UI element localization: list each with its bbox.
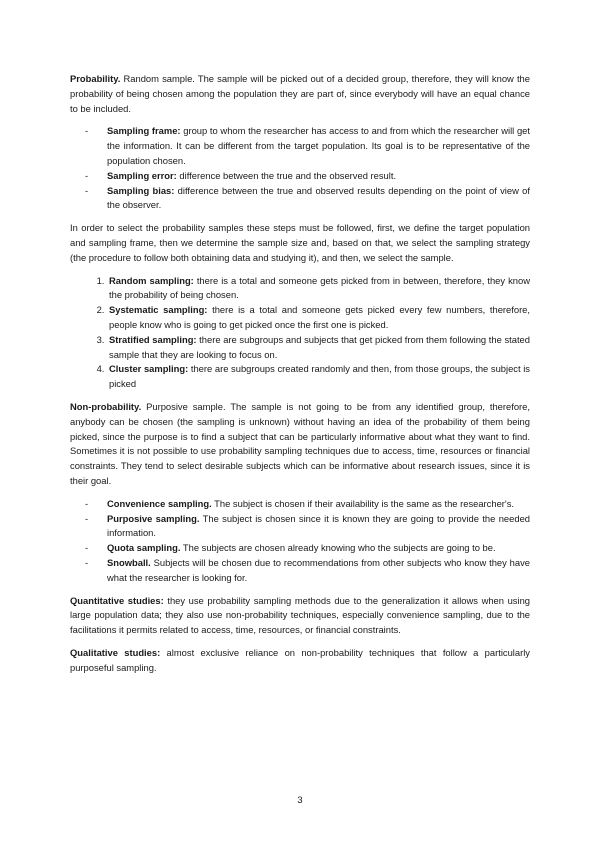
text: there are subgroups and subjects that get picked from them following the stated sample that they are looking to focus on. <box>109 333 530 360</box>
term: Snowball. <box>107 556 151 568</box>
list-item <box>107 124 530 168</box>
list-item <box>107 303 530 333</box>
text: Subjects will be chosen due to recommendations from other subjects who know they have what the researcher is looking for. <box>107 556 530 583</box>
non-probability-methods-list <box>70 497 530 586</box>
text: The subject is chosen since it is known they are going to provide the needed information. <box>107 512 530 539</box>
text: almost exclusive reliance on non-probability techniques that follow a particularly purposeful sampling. <box>70 646 530 673</box>
list-item <box>107 497 530 512</box>
text: there is a total and someone gets picked every few numbers, therefore, people know who is going to get picked once the first one is picked. <box>109 304 531 330</box>
probability-methods-list <box>70 274 530 392</box>
list-item <box>107 362 530 392</box>
document-page <box>70 72 530 683</box>
text: The subject is chosen if their availability is the same as the researcher's. <box>211 497 514 509</box>
paragraph-steps: In order to select the probability samples these steps must be followed, first, we define the target population and sampling frame, then we determine the sample size and, based on that, we select the sampling strategy (the procedure to follow both obtaining data and studying it), and then, we select the sample. <box>70 222 530 263</box>
list-item <box>107 541 530 556</box>
term: Stratified sampling: <box>109 333 197 345</box>
term: Random sampling: <box>109 274 194 286</box>
term: Systematic sampling: <box>109 304 208 316</box>
text: Purposive sample. The sample is not going to be from any identified group, therefore, anybody can be chosen (the sampling is unknown) without having an idea of the probability of them being picked, since the purpose is to find a subject that can be particularly informative about what they want to find. Sometimes it is not possible to use probability sampling techniques due to access, time, resources or financial constraints. They tend to select desirable subjects which can be informative about research issues, since it is their goal. <box>70 400 530 486</box>
paragraph-probability <box>70 72 530 116</box>
term: Purposive sampling. <box>107 512 200 524</box>
term: Probability. <box>70 73 121 84</box>
term: Quantitative studies: <box>70 594 164 606</box>
list-item <box>107 184 530 214</box>
page-number: 3 <box>297 794 303 805</box>
sampling-terms-list <box>70 124 530 213</box>
paragraph-quantitative <box>70 594 530 638</box>
term: Sampling bias: <box>107 184 175 196</box>
term: Qualitative studies: <box>70 646 161 658</box>
paragraph-qualitative <box>70 646 530 676</box>
term: Non-probability. <box>70 400 142 412</box>
list-item <box>107 556 530 586</box>
text: difference between the true and observed results depending on the point of view of the observer. <box>107 184 530 211</box>
term: Sampling frame: <box>107 125 181 137</box>
term: Convenience sampling. <box>107 497 212 509</box>
text: The subjects are chosen already knowing who the subjects are going to be. <box>180 542 496 554</box>
term: Sampling error: <box>107 169 177 181</box>
text: they use probability sampling methods due to the generalization it allows when using large population data; they also use non-probability techniques, especially convenience sampling, due to the facilitations it permits related to access, time, resources, or financial constraints. <box>70 594 530 636</box>
text: difference between the true and the observed result. <box>176 169 397 181</box>
text: Random sample. The sample will be picked out of a decided group, therefore, they will know the probability of being chosen among the population they are part of, since everybody will have an equal chance to be included. <box>70 73 530 114</box>
term: Cluster sampling: <box>109 363 189 375</box>
list-item <box>107 333 530 363</box>
text: there are subgroups created randomly and then, from those groups, the subject is picked <box>109 363 530 390</box>
text: there is a total and someone gets picked from in between, therefore, they know the probability of being chosen. <box>109 274 530 301</box>
term: Quota sampling. <box>107 542 181 554</box>
text: group to whom the researcher has access to and from which the researcher will get the information. It can be different from the target population. Its goal is to be representative of the population chosen. <box>107 125 530 166</box>
list-item <box>107 274 530 304</box>
list-item <box>107 169 530 184</box>
list-item <box>107 512 530 542</box>
paragraph-non-probability <box>70 400 530 489</box>
